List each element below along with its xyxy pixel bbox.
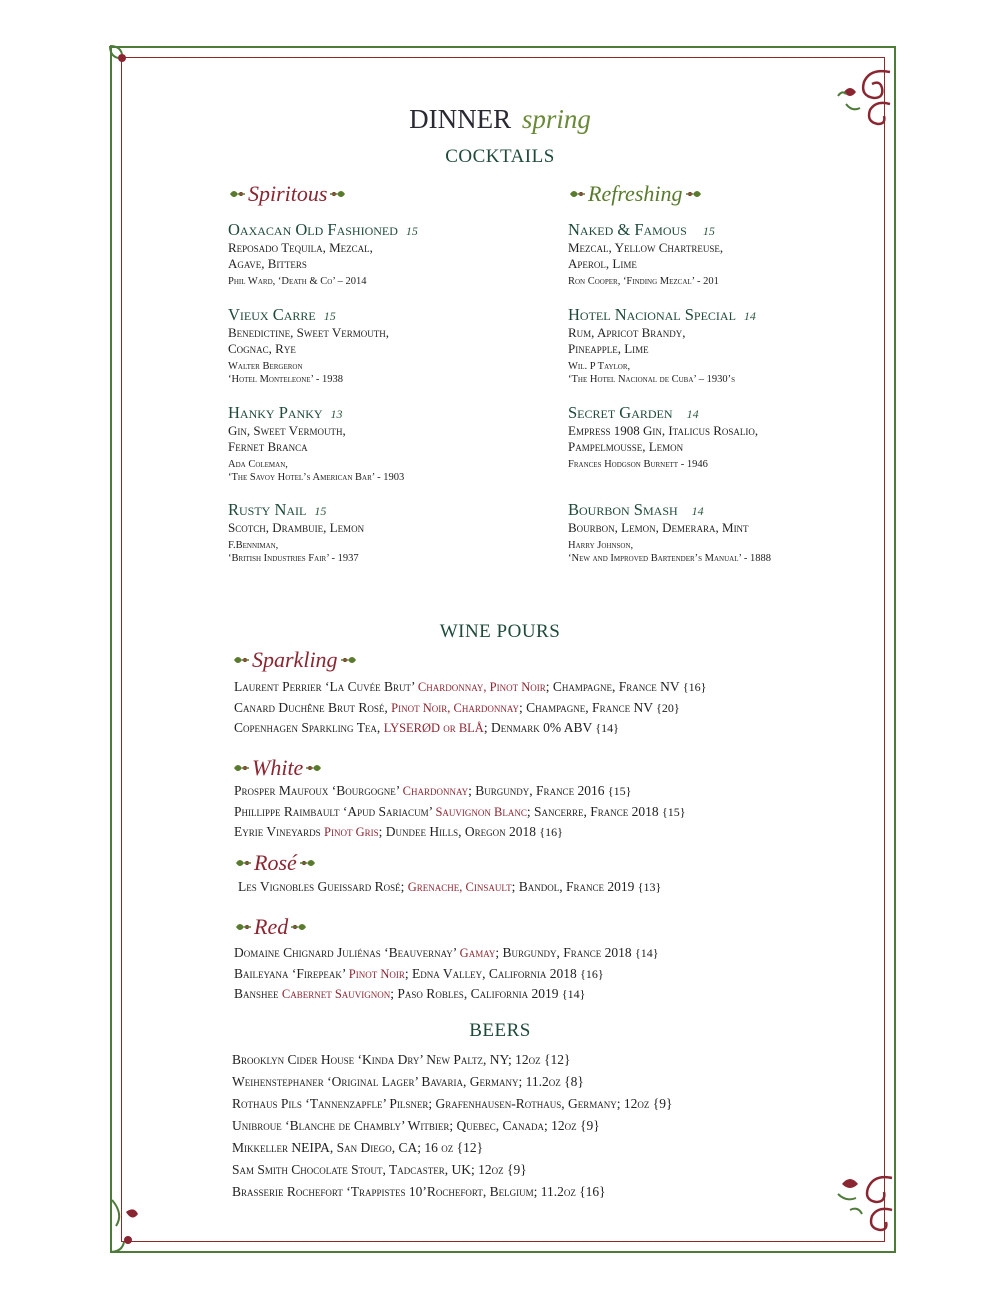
wine-grape: Chardonnay (402, 784, 469, 798)
wine-origin: ; Bandol, France 2019 (511, 879, 638, 894)
cocktail-name: Vieux Carre (228, 305, 316, 324)
wine-origin: ; Sancerre, France 2018 (526, 803, 663, 819)
wine-row (234, 781, 686, 802)
beer-row: Brasserie Rochefort ‘Trappistes 10’Rochefort, Belgium; 11.2oz {16} (232, 1184, 606, 1199)
cocktail-ingredients: Empress 1908 Gin, Italicus Rosalio, (568, 423, 759, 438)
cocktail-name: Hanky Panky (228, 403, 323, 422)
wine-price: {16} (682, 680, 707, 694)
flourish-right-icon (299, 855, 317, 871)
wine-row (234, 964, 659, 985)
wine-grape: Gamay (459, 946, 496, 960)
cocktail-ingredients: Reposado Tequila, Mezcal, (228, 240, 373, 255)
wine-name: Baileyana ‘Firepeak’ (234, 965, 349, 981)
beer-list (232, 1049, 672, 1203)
cocktail-ingredients: Benedictine, Sweet Vermouth, (228, 325, 390, 340)
wine-name: Banshee (234, 986, 282, 1001)
cocktail-credit: Harry Johnson, (568, 540, 634, 551)
cocktail-price: 15 (702, 224, 715, 238)
corner-ornament-bottom-right-icon (830, 1170, 896, 1236)
corner-ornament-top-left-icon (104, 40, 134, 70)
wine-row (234, 718, 706, 739)
title-season: spring (521, 104, 591, 134)
flourish-right-icon (329, 186, 347, 202)
cocktail-name: Naked & Famous (568, 220, 687, 239)
wine-price: {20} (656, 700, 680, 715)
cocktail-price: 14 (686, 407, 699, 421)
cocktail-credit: Walter Bergeron (228, 361, 303, 372)
cocktail-item (568, 305, 868, 386)
wine-row (234, 698, 706, 719)
beer-row: Unibroue ‘Blanche de Chambly’ Witbier; Quebec, Canada; 12oz {9} (232, 1118, 600, 1133)
cocktails-heading: COCKTAILS (445, 146, 555, 167)
flourish-left-icon (234, 855, 252, 871)
cocktail-ingredients: Gin, Sweet Vermouth, (228, 423, 346, 438)
cocktail-item (228, 500, 558, 565)
flourish-left-icon (568, 186, 586, 202)
wine-price: {15} (607, 784, 632, 798)
cocktail-credit: Phil Ward, ‘Death & Co’ – 2014 (228, 276, 367, 287)
wine-price: {15} (662, 804, 686, 819)
rose-list (238, 877, 661, 898)
sparkling-heading (232, 647, 358, 673)
cocktail-ingredients: Aperol, Lime (568, 256, 637, 271)
wine-row (234, 822, 686, 843)
wine-origin: ; Burgundy, France 2018 (495, 945, 636, 960)
cocktail-ingredients: Agave, Bitters (228, 256, 307, 271)
cocktail-ingredients: Pampelmousse, Lemon (568, 439, 684, 454)
cocktail-name: Hotel Nacional Special (568, 305, 736, 324)
red-heading (234, 914, 308, 940)
wine-origin: ; Dundee Hills, Oregon 2018 (378, 824, 540, 839)
cocktail-ingredients: Mezcal, Yellow Chartreuse, (568, 240, 724, 255)
beer-row: Mikkeller NEIPA, San Diego, CA; 16 oz {12} (232, 1140, 484, 1155)
cocktail-price: 15 (314, 504, 327, 518)
white-list (234, 781, 686, 843)
cocktail-price: 15 (405, 224, 418, 238)
wine-origin: ; Champagne, France NV (545, 679, 683, 694)
spiritous-label: Spiritous (248, 181, 328, 206)
beer-row: Sam Smith Chocolate Stout, Tadcaster, UK; 12oz {9} (232, 1162, 527, 1177)
wine-origin: ; Champagne, France NV (519, 699, 657, 715)
cocktail-name: Oaxacan Old Fashioned (228, 220, 398, 239)
wine-price: {16} (580, 966, 604, 981)
wine-price: {13} (637, 880, 662, 894)
wine-grape: Cabernet Sauvignon (281, 987, 391, 1001)
wine-price: {14} (561, 987, 586, 1001)
cocktail-credit: Ada Coleman, (228, 459, 288, 470)
cocktail-item (568, 500, 868, 565)
cocktail-name: Bourbon Smash (568, 500, 678, 519)
wine-row (238, 877, 661, 898)
flourish-left-icon (228, 186, 246, 202)
wine-grape: Pinot Noir, Chardonnay (391, 700, 519, 715)
wine-price: {14} (635, 946, 659, 960)
cocktail-credit: ‘The Savoy Hotel’s American Bar’ - 1903 (228, 472, 405, 483)
wine-origin: ; Burgundy, France 2016 (468, 783, 608, 798)
wine-name: Domaine Chignard Juliénas ‘Beauvernay’ (234, 945, 460, 960)
wine-grape: Pinot Gris (324, 825, 379, 839)
flourish-right-icon (305, 760, 323, 776)
white-heading (232, 755, 323, 781)
beer-row: Weihenstephaner ‘Original Lager’ Bavaria, Germany; 11.2oz {8} (232, 1074, 584, 1089)
cocktail-price: 14 (691, 504, 704, 518)
red-label: Red (254, 914, 289, 939)
sparkling-label: Sparkling (252, 647, 338, 672)
wine-name: Les Vignobles Gueissard Rosé; (238, 879, 408, 894)
cocktail-ingredients: Cognac, Rye (228, 341, 296, 356)
cocktail-credit: Wil. P Taylor, (568, 361, 631, 372)
red-list (234, 943, 659, 1005)
cocktail-credit: ‘The Hotel Nacional de Cuba’ – 1930’s (568, 374, 736, 385)
cocktail-ingredients: Scotch, Drambuie, Lemon (228, 520, 365, 535)
wine-grape: Pinot Noir (348, 966, 405, 981)
wine-row (234, 943, 659, 964)
refreshing-heading (568, 181, 703, 207)
cocktail-item (228, 403, 558, 484)
cocktail-name: Secret Garden (568, 403, 673, 422)
rose-label: Rosé (254, 850, 297, 875)
cocktail-ingredients: Rum, Apricot Brandy, (568, 325, 686, 340)
cocktail-name: Rusty Nail (228, 500, 307, 519)
page-title (0, 104, 1000, 135)
cocktail-item (568, 220, 868, 288)
refreshing-label: Refreshing (588, 181, 683, 206)
cocktail-credit: Ron Cooper, ‘Finding Mezcal’ - 201 (568, 276, 719, 287)
cocktail-item (568, 403, 868, 471)
wine-grape: Sauvignon Blanc (435, 804, 527, 819)
wine-origin: ; Denmark 0% ABV (483, 720, 596, 735)
cocktail-credit: Frances Hodgson Burnett - 1946 (568, 459, 708, 470)
wine-row (234, 802, 686, 823)
rose-heading (234, 850, 317, 876)
wine-heading: WINE POURS (439, 621, 561, 642)
wine-name: Eyrie Vineyards (234, 824, 325, 839)
flourish-left-icon (232, 652, 250, 668)
beers-heading: BEERS (469, 1020, 531, 1041)
wine-name: Phillippe Raimbault ‘Apud Sariacum’ (234, 803, 436, 819)
flourish-left-icon (232, 760, 250, 776)
wine-price: {14} (595, 721, 619, 735)
sparkling-list (234, 677, 706, 739)
wine-name: Canard Duchêne Brut Rosé, (234, 699, 392, 715)
cocktail-credit: ‘British Industries Fair’ - 1937 (228, 553, 359, 564)
wine-price: {16} (539, 825, 563, 839)
cocktail-credit: ‘New and Improved Bartender’s Manual’ - 1888 (568, 553, 771, 564)
cocktail-ingredients: Bourbon, Lemon, Demerara, Mint (568, 520, 749, 535)
title-main: DINNER (409, 104, 512, 134)
wine-grape: Grenache, Cinsault (407, 880, 512, 894)
white-label: White (252, 755, 304, 780)
cocktail-item (228, 305, 558, 386)
flourish-right-icon (685, 186, 703, 202)
cocktail-price: 15 (323, 309, 336, 323)
beer-row: Rothaus Pils ‘Tannenzapfle’ Pilsner; Grafenhausen-Rothaus, Germany; 12oz {9} (232, 1096, 673, 1111)
cocktail-price: 14 (743, 309, 756, 323)
wine-row (234, 677, 706, 698)
cocktail-item (228, 220, 558, 288)
wine-grape: LYSERØD or BLÅ (383, 721, 484, 735)
cocktail-ingredients: Pineapple, Lime (568, 341, 649, 356)
flourish-left-icon (234, 919, 252, 935)
wine-origin: ; Edna Valley, California 2018 (404, 965, 581, 981)
cocktail-credit: ‘Hotel Monteleone’ - 1938 (228, 374, 343, 385)
cocktail-credit: F.Benniman, (228, 540, 279, 551)
wine-name: Prosper Maufoux ‘Bourgogne’ (234, 783, 403, 798)
spiritous-heading (228, 181, 347, 207)
corner-ornament-bottom-left-icon (104, 1196, 140, 1258)
wine-grape: Chardonnay, Pinot Noir (417, 680, 546, 694)
wine-name: Copenhagen Sparkling Tea, (234, 720, 384, 735)
flourish-right-icon (290, 919, 308, 935)
beer-row: Brooklyn Cider House ‘Kinda Dry’ New Paltz, NY; 12oz {12} (232, 1052, 571, 1067)
wine-name: Laurent Perrier ‘La Cuvée Brut’ (234, 679, 418, 694)
wine-row (234, 984, 659, 1005)
flourish-right-icon (340, 652, 358, 668)
cocktail-ingredients: Fernet Branca (228, 439, 308, 454)
cocktail-price: 13 (330, 407, 343, 421)
wine-origin: ; Paso Robles, California 2019 (390, 986, 562, 1001)
